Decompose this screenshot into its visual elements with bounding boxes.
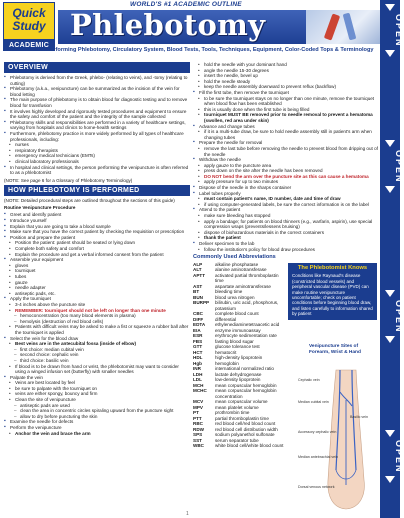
list-item: • gauze <box>4 280 190 286</box>
list-item: – hemoconcentration (too many blood elements in plasma) <box>4 313 190 319</box>
open-label: OPEN <box>394 300 404 334</box>
professions-list <box>4 142 190 164</box>
list-item: ▪ Position and prepare the patient <box>4 235 190 241</box>
arrow-down-icon <box>385 430 395 437</box>
list-item: • veins are either spongy, bouncy and firm <box>4 391 190 397</box>
abbreviation-meaning: alkaline phosphatase <box>215 261 259 267</box>
list-item: ▪ Phlebotomy (a.k.a., venipuncture) can be summarized as the incision of the vein for blood letting <box>4 86 190 97</box>
list-item: • If blood is to be drawn from hand or wrist, the phlebotomist may want to consider using a winged infusion set (butterfly) with smaller needles <box>4 364 190 375</box>
list-item: ▪ Introduce yourself <box>4 218 190 224</box>
routine-heading: Routine Venipuncture Procedure <box>4 205 76 211</box>
list-item: • must contain patient's name, ID number, date and time of draw <box>193 196 379 202</box>
list-item: • needle adapter <box>4 285 190 291</box>
abbreviation-code: FBS <box>193 338 203 344</box>
overview-list <box>4 75 190 142</box>
abbreviation-meaning: low-density lipoprotein <box>215 377 261 383</box>
logo-bottom: ACADEMIC <box>3 40 55 51</box>
list-item: – antiseptic pads are used <box>4 403 190 409</box>
arrow-down-icon <box>385 140 395 147</box>
abbreviation-code: MPV <box>193 404 203 410</box>
page-number: 1 <box>186 511 189 517</box>
list-item: – hemolysis (destruction of red blood cells) <box>4 319 190 325</box>
abbreviation-row <box>193 273 285 284</box>
abbreviation-code: EIA <box>193 327 201 333</box>
abbreviation-meaning: international normalized ratio <box>215 366 274 372</box>
list-item: • 3-4 inches above the puncture site <box>4 302 190 308</box>
list-item: • clinical laboratory professionals <box>4 159 190 165</box>
list-item: ▪ Label tubes properly <box>193 191 379 197</box>
list-item: ▪ Apply the tourniquet <box>4 296 190 302</box>
list-item: • REMEMBER: tourniquet should not be left on longer than one minute <box>4 308 190 314</box>
abbreviation-meaning: high-density lipoprotein <box>215 355 263 361</box>
list-item: • remove the last tube before removing the needle to prevent blood from dripping out of the needle <box>193 146 379 157</box>
abbreviations-table <box>193 262 285 449</box>
abbreviation-meaning: lactate dehydrogenase <box>215 371 262 377</box>
vein-label: Basilic vein <box>350 415 368 419</box>
list-item: ▪ In hospital and clinical settings, the person performing the venipuncture is often referred to as a phlebotomist <box>4 165 190 176</box>
abbreviation-code: Hgb <box>193 360 202 366</box>
list-item: ▪ Advance and change tubes <box>193 124 379 130</box>
list-item: • tourniquet <box>4 268 190 274</box>
abbreviation-meaning: enzyme immunoassay <box>215 327 261 333</box>
abbreviation-code: SPS <box>193 432 203 438</box>
list-item: • be sure to palpate with the tourniquet on <box>4 386 190 392</box>
list-item: • hold the needle steady <box>193 79 379 85</box>
logo-top: Quick Study <box>3 2 55 40</box>
vein-label: Median antebrachial vein <box>298 455 338 459</box>
abbreviation-code: EDTA <box>193 322 206 328</box>
list-item: ▪ Assemble your equipment <box>4 257 190 263</box>
abbreviations-heading: Commonly Used Abbreviations <box>193 254 276 261</box>
abbreviation-meaning: aspartate aminotransferase <box>215 283 271 289</box>
abbreviation-meaning: red blood cell/red blood count <box>215 421 276 427</box>
list-item: • Best veins are in the antecubital fossa (inside of elbow) <box>4 341 190 347</box>
abbreviation-code: BURPP <box>193 300 210 306</box>
arm-diagram-label: Venipuncture Sites of Forearm, Wrist & Hand <box>309 344 361 355</box>
box-text: Conditions like Raynaud's disease (constricted blood vessels) and peripheral vascular disease (PVD) can make routine venipuncture uncomfortable; check on patient conditions before beginning blood draw, and listen carefully to information shared by patient <box>292 273 373 317</box>
arrow-down-icon <box>385 290 395 297</box>
list-item: – first choice: median cubital vein <box>4 347 190 353</box>
list-item: • angle the needle 15-30 degrees <box>193 68 379 74</box>
header <box>0 0 380 66</box>
abbreviation-meaning: mean corpuscular hemoglobin <box>215 382 277 388</box>
abbreviation-meaning: sodium polyanethol sulfonate <box>215 432 275 438</box>
list-item: • dispose of biohazardous materials in the correct containers <box>193 230 379 236</box>
list-item: • antiseptic pads, etc. <box>4 291 190 297</box>
abbreviation-meaning: ethylenediaminetetraacetic acid <box>215 322 280 328</box>
abbreviation-code: ESR <box>193 333 203 339</box>
box-title: The Phlebotomist Knows <box>297 265 368 271</box>
abbreviation-meaning: mean corpuscular hemoglobin concentration <box>215 388 277 399</box>
arrow-down-icon <box>385 186 395 193</box>
list-item: – allow to dry before puncturing the skin <box>4 414 190 420</box>
arrow-down-icon <box>385 336 395 343</box>
abbreviation-meaning: white blood cell/white blood count <box>215 443 284 449</box>
open-label: OPEN <box>394 14 404 48</box>
list-item: ▪ Examine the needle for defects <box>4 419 190 425</box>
list-item: ▪ Fill the first tube, then remove the tourniquet <box>193 90 379 96</box>
glossary-note: (NOTE: See page 6 for a Glossary of Phlebotomy Terminology) <box>4 177 133 183</box>
abbreviation-code: HDL <box>193 355 203 361</box>
quickstudy-logo <box>3 2 55 52</box>
abbreviation-meaning: prothrombin time <box>215 410 250 416</box>
abbreviation-code: CBC <box>193 311 203 317</box>
abbreviation-meaning: serum separator tube <box>215 437 259 443</box>
list-item: – third choice: basilic vein <box>4 358 190 364</box>
list-item: ▪ Select the vein for the blood draw <box>4 336 190 342</box>
open-label: OPEN <box>394 440 404 474</box>
list-item: ▪ Dispose of the needle in the sharps container <box>193 185 379 191</box>
abbreviation-meaning: erythrocyte sedimentation rate <box>215 333 277 339</box>
abbreviation-code: PT <box>193 410 199 416</box>
abbreviation-code: MCV <box>193 399 204 405</box>
list-item: • apply a bandage; for patients on blood thinners (e.g., warfarin, aspirin), use special compression wraps (prevents/lessens bruising) <box>193 219 379 230</box>
list-item: ▪ Phlebotomy is derived from the Greek, phlebo- (relating to veins), and -tomy (relating to cutting) <box>4 75 190 86</box>
abbreviation-code: RDW <box>193 426 204 432</box>
how-heading: HOW PHLEBOTOMY IS PERFORMED <box>4 185 190 196</box>
list-item: • Veins are best located by feel <box>4 380 190 386</box>
list-item: ▪ Palpate the vein <box>4 375 190 381</box>
forearm-veins-illustration <box>318 370 374 510</box>
list-item: • nurses <box>4 142 190 148</box>
abbreviation-meaning: blood urea nitrogen <box>215 294 255 300</box>
abbreviation-code: ALP <box>193 261 203 267</box>
list-item: • if using computer-generated labels, be sure the correct information is on the label <box>193 202 379 208</box>
routine-steps <box>4 212 190 240</box>
abbreviation-code: HCT <box>193 349 203 355</box>
abbreviation-meaning: hemoglobin <box>215 360 239 366</box>
abbreviation-code: DIFF <box>193 316 204 322</box>
list-item: • Position the patient: patient should be seated or lying down <box>4 240 190 246</box>
list-item: ▪ It involves highly developed and rigorously tested procedures and equipment to ensure the safety and comfort of the patient and the integrity of the sample collected <box>4 109 190 120</box>
abbreviation-code: BT <box>193 289 200 295</box>
abbreviation-code: PTT <box>193 415 202 421</box>
phlebotomist-knows-box <box>288 263 377 320</box>
list-item: ▪ Prepare the needle for removal <box>193 140 379 146</box>
abbreviation-meaning: fasting blood sugar <box>215 338 254 344</box>
abbreviation-code: LDH <box>193 371 203 377</box>
abbreviation-meaning: mean corpuscular volume <box>215 399 268 405</box>
arrow-down-icon <box>385 476 395 483</box>
list-item: • keep the needle assembly downward to prevent reflux (backflow) <box>193 84 379 90</box>
list-item: • gloves <box>4 263 190 269</box>
list-item: ▪ Explain that you are going to take a blood sample <box>4 224 190 230</box>
abbreviation-meaning: partial thromboplastin time <box>215 415 269 421</box>
blood-vials-photo <box>306 10 380 44</box>
vein-label: Accessory cephalic vein <box>298 430 337 434</box>
list-item: ▪ Perform the venipuncture <box>4 425 190 431</box>
abbreviation-meaning: alanine aminotransferase <box>215 267 267 273</box>
list-item: • this is usually done when the first tube is being filled <box>193 107 379 113</box>
abbreviation-code: MCHC <box>193 388 207 394</box>
left-column <box>4 62 190 514</box>
list-item: ▪ Greet and identify patient <box>4 212 190 218</box>
abbreviation-meaning: activated partial thromboplastin time <box>215 272 279 284</box>
list-item: ▪ Furthermore, phlebotomy practice is more widely performed by all types of healthcare professionals, including: <box>4 131 190 142</box>
abbreviation-code: RBC <box>193 421 203 427</box>
list-item: • tourniquet MUST BE removed prior to needle removal to prevent a hematoma (swollen, red area under skin) <box>193 112 379 123</box>
arrow-down-icon <box>385 50 395 57</box>
how-note: (NOTE: Detailed procedural steps are outlined throughout the sections of this guide) <box>4 198 175 204</box>
abbreviation-meaning: glucose tolerance test <box>215 344 260 350</box>
list-item: ▪ Make sure that you have the correct patient by checking the requisition or prescription <box>4 229 190 235</box>
abbreviation-meaning: mean platelet volume <box>215 404 259 410</box>
abbreviation-code: WBC <box>193 443 204 449</box>
abbreviation-row <box>193 388 285 399</box>
list-item: – second choice: cephalic vein <box>4 352 190 358</box>
abbreviation-code: BUN <box>193 294 203 300</box>
list-item: • apply gauze to the puncture area <box>193 163 379 169</box>
list-item: • Complete both safety and comfort <box>4 246 190 252</box>
abbreviation-meaning: bilirubin, uric acid, phosphorus, potassium <box>215 300 279 311</box>
list-item: • hold the needle with your dominant hand <box>193 62 379 68</box>
list-item: ▪ Attend to the patient <box>193 207 379 213</box>
abbreviation-code: LDL <box>193 377 202 383</box>
open-label: OPEN <box>394 150 404 184</box>
list-item: • tubes <box>4 274 190 280</box>
abbreviation-meaning: bleeding time <box>215 289 243 295</box>
list-item: ▪ Phlebotomy skills and responsibilities are performed in a variety of healthcare settings, varying from hospitals and clinics to home-health settings <box>4 120 190 131</box>
tagline: WORLD'S #1 ACADEMIC OUTLINE <box>130 1 242 8</box>
list-item: • press down on the site after the needle has been removed <box>193 168 379 174</box>
list-item: ▪ Deliver specimen to the lab <box>193 241 379 247</box>
abbreviation-row <box>193 300 285 311</box>
abbreviation-code: APTT <box>193 272 205 278</box>
list-item: • thank the patient <box>193 235 379 241</box>
page-title: Phlebotomy <box>70 8 266 42</box>
abbreviation-meaning: hematocrit <box>215 349 237 355</box>
subtitle: Essentials of Performing Phlebotomy, Circulatory System, Blood Tests, Tools, Techniques, Equipment, Color-Coded Tops & Terminology <box>10 47 374 53</box>
abbreviation-code: GTT <box>193 344 203 350</box>
list-item: ▪ The main purpose of phlebotomy is to obtain blood for diagnostic testing and to remove blood for transfusion <box>4 97 190 108</box>
abbreviation-meaning: complete blood count <box>215 311 259 317</box>
list-item: • respiratory therapists <box>4 148 190 154</box>
list-item: • emergency medical technicians (EMTs) <box>4 153 190 159</box>
arrow-down-icon <box>385 4 395 11</box>
vein-label: Cephalic vein <box>298 378 320 382</box>
list-item: • Clean the site of venipuncture <box>4 397 190 403</box>
vial-icon <box>343 13 357 41</box>
list-item: • make sure bleeding has stopped <box>193 213 379 219</box>
list-item: • Explain the procedure and get a verbal informed consent from the patient <box>4 252 190 258</box>
list-item: • follow the institution's policy for blood draw procedures <box>193 247 379 253</box>
list-item: • apply pressure for up to two minutes <box>193 179 379 185</box>
abbreviation-meaning: differential <box>215 316 237 322</box>
list-item: – clean the area in concentric circles spiraling upward from the puncture sight <box>4 408 190 414</box>
procedure-continued <box>193 62 379 90</box>
list-item: • Patients with difficult veins may be asked to make a fist or squeeze a rubber ball after the tourniquet is applied <box>4 324 190 335</box>
vein-label: Median cubital vein <box>298 400 329 404</box>
list-item: ▪ Withdraw the needle <box>193 157 379 163</box>
abbreviation-code: ALT <box>193 267 202 273</box>
list-item: • if it is a multi-tube draw, be sure to hold needle assembly still in patient's arm when changing tubes <box>193 129 379 140</box>
abbreviation-code: SST <box>193 437 202 443</box>
overview-heading: OVERVIEW <box>4 62 190 73</box>
vein-label: Dorsal venous network <box>298 485 335 489</box>
abbreviation-code: INR <box>193 366 201 372</box>
list-item: • DO NOT bend the arm over the puncture site as this can cause a hematoma <box>193 174 379 180</box>
abbreviation-row <box>193 443 285 449</box>
abbreviation-meaning: red blood cell distribution width <box>215 426 278 432</box>
vial-icon <box>324 13 340 40</box>
list-item: • Anchor the vein and brace the arm <box>4 431 190 437</box>
abbreviation-code: MCH <box>193 382 204 388</box>
open-tab[interactable] <box>380 0 404 518</box>
abbreviation-code: AST <box>193 283 203 289</box>
list-item: • insert the needle, bevel up <box>193 73 379 79</box>
list-item: • to be sure the tourniquet stays on no longer than one minute, remove the tourniquet when blood flow has been established <box>193 96 379 107</box>
